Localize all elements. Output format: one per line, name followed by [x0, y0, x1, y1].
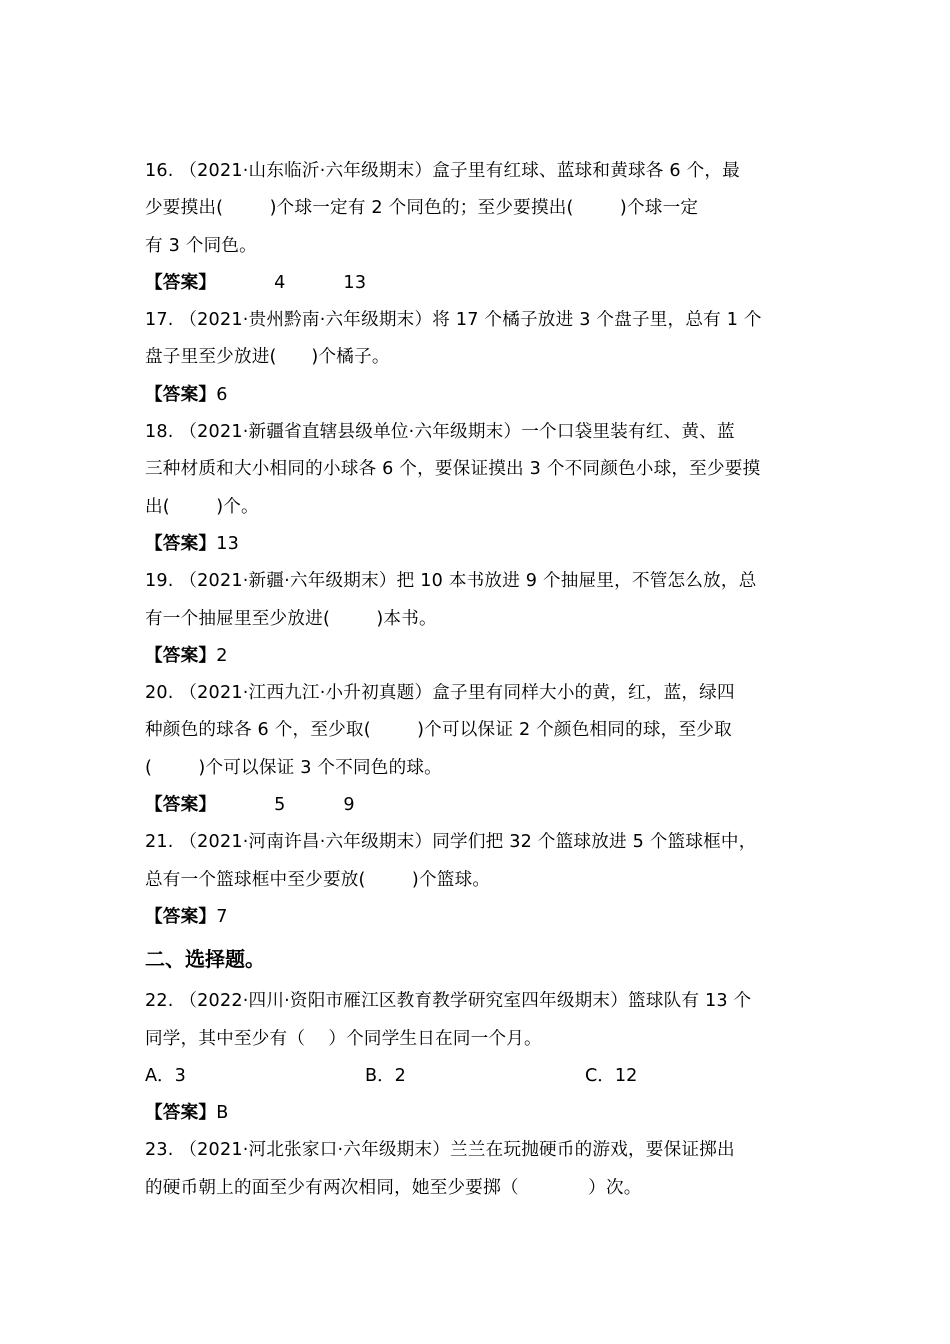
option-b: B．2 [365, 1065, 406, 1086]
question-text-line: 同学，其中至少有（ ）个同学生日在同一个月。 [145, 1028, 542, 1049]
question-16 [145, 153, 815, 302]
answer-line [145, 638, 815, 675]
answer-label: 【答案】 [145, 384, 217, 405]
question-text-line: 总有一个篮球框中至少要放( )个篮球。 [145, 869, 491, 890]
question-text-line: 23. （2021·河北张家口·六年级期末）兰兰在玩抛硬币的游戏，要保证掷出 [145, 1140, 735, 1161]
answer-value: 5 9 [216, 795, 355, 816]
question-text-line: 17. （2021·贵州黔南·六年级期末）将 17 个橘子放进 3 个盘子里，总有 1 个 [145, 310, 762, 331]
answer-line [145, 899, 815, 936]
answer-line [145, 265, 815, 302]
answer-value: 6 [216, 384, 228, 405]
question-text-line: 出( )个。 [145, 496, 259, 517]
question-text-line: 18. （2021·新疆省直辖县级单位·六年级期末）一个口袋里装有红、黄、蓝 [145, 422, 735, 443]
answer-value: B [216, 1103, 229, 1124]
question-text-line: ( )个可以保证 3 个不同色的球。 [145, 757, 442, 778]
question-text-line: 19. （2021·新疆·六年级期末）把 10 本书放进 9 个抽屉里，不管怎么放，总 [145, 571, 757, 592]
section-heading: 二、选择题。 [145, 947, 265, 972]
answer-label: 【答案】 [145, 533, 217, 554]
options-row [145, 1058, 815, 1095]
question-text-line: 22. （2022·四川·资阳市雁江区教育教学研究室四年级期末）篮球队有 13 个 [145, 991, 752, 1012]
answer-value: 4 13 [216, 272, 367, 293]
answer-label: 【答案】 [145, 272, 217, 293]
question-text-line: 有一个抽屉里至少放进( )本书。 [145, 608, 437, 629]
answer-line [145, 787, 815, 824]
question-18 [145, 414, 815, 563]
answer-value: 2 [216, 645, 228, 666]
question-text-line: 的硬币朝上的面至少有两次相同，她至少要掷（ ）次。 [145, 1177, 642, 1198]
question-21 [145, 824, 815, 936]
question-23 [145, 1132, 815, 1207]
question-17 [145, 302, 815, 414]
question-19 [145, 563, 815, 675]
question-text-line: 16. （2021·山东临沂·六年级期末）盒子里有红球、蓝球和黄球各 6 个，最 [145, 161, 740, 181]
answer-value: 13 [216, 533, 239, 554]
option-c: C．12 [585, 1065, 638, 1086]
question-20 [145, 675, 815, 824]
answer-line [145, 526, 815, 563]
answer-label: 【答案】 [145, 1103, 217, 1124]
question-text-line: 有 3 个同色。 [145, 235, 257, 256]
option-a: A．3 [145, 1065, 186, 1086]
answer-label: 【答案】 [145, 645, 217, 666]
answer-label: 【答案】 [145, 795, 217, 816]
question-text-line: 20. （2021·江西九江·小升初真题）盒子里有同样大小的黄，红，蓝，绿四 [145, 683, 735, 704]
answer-line [145, 1095, 815, 1132]
question-text-line: 种颜色的球各 6 个，至少取( )个可以保证 2 个颜色相同的球，至少取 [145, 720, 732, 741]
answer-line [145, 377, 815, 414]
answer-value: 7 [216, 906, 228, 927]
question-text-line: 21. （2021·河南许昌·六年级期末）同学们把 32 个篮球放进 5 个篮球框中， [145, 832, 757, 853]
question-text-line: 少要摸出( )个球一定有 2 个同色的；至少要摸出( )个球一定 [145, 198, 699, 219]
question-text-line: 三种材质和大小相同的小球各 6 个，要保证摸出 3 个不同颜色小球，至少要摸 [145, 459, 761, 480]
question-22 [145, 983, 815, 1132]
answer-label: 【答案】 [145, 906, 217, 927]
document-content [145, 153, 815, 1207]
question-text-line: 盘子里至少放进( )个橘子。 [145, 347, 390, 368]
